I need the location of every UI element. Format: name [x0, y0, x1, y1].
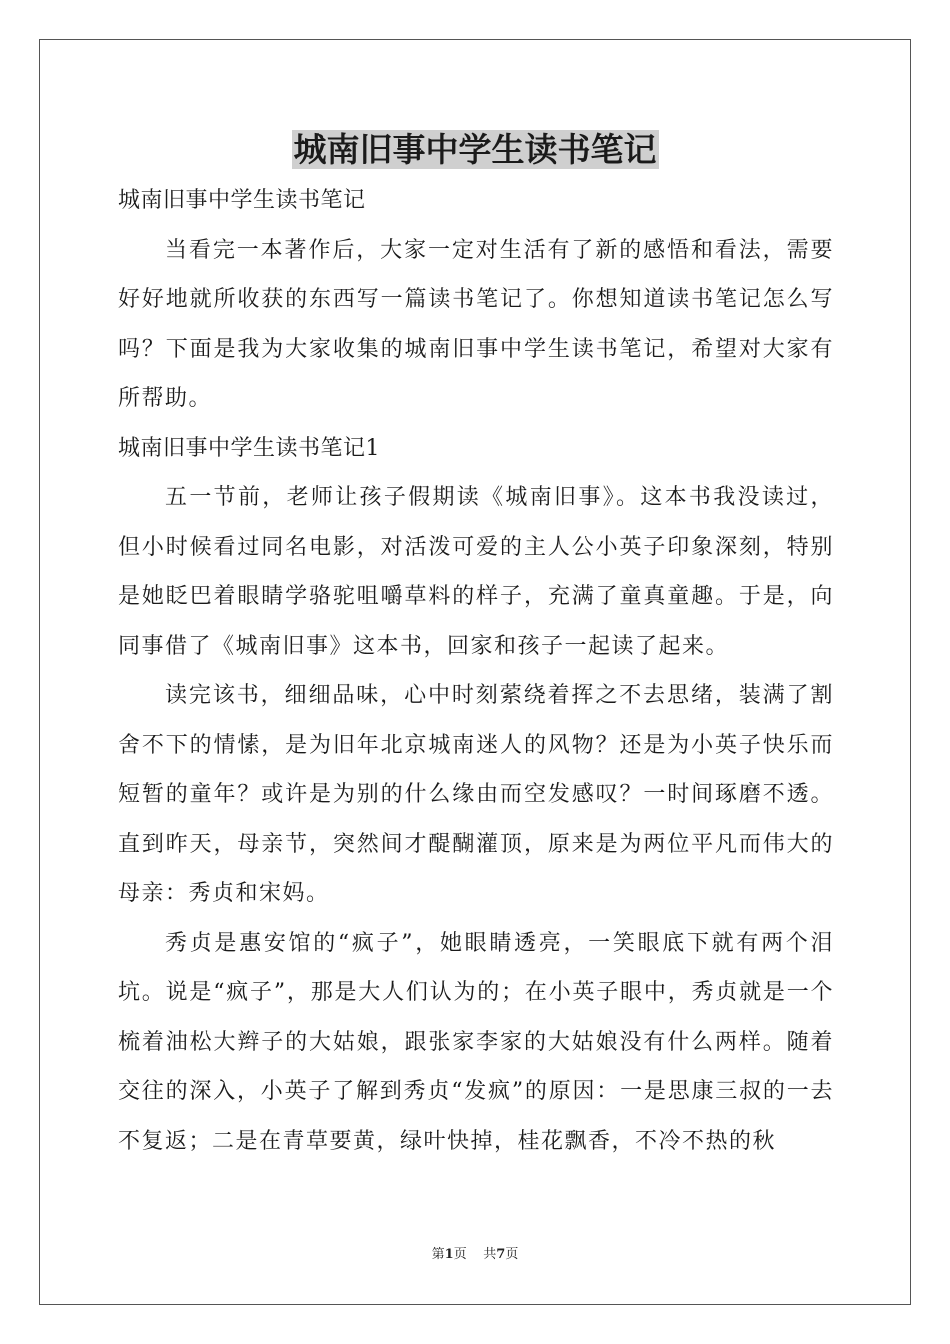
page-suffix: 页: [453, 1247, 467, 1262]
total-suffix: 页: [505, 1247, 519, 1262]
document-title: [0, 128, 950, 172]
body-paragraph-3: 秀贞是惠安馆的“疯子”，她眼睛透亮，一笑眼底下就有两个泪坑。说是“疯子”，那是大人们认为的；在小英子眼中，秀贞就是一个梳着油松大辫子的大姑娘，跟张家李家的大姑娘没有什么两样。随着交往的深入，小英子了解到秀贞“发疯”的原因：一是思康三叔的一去不复返；二是在青草要黄，绿叶快掉，桂花飘香，不冷不热的秋: [118, 930, 834, 1154]
page-prefix: 第: [431, 1247, 445, 1262]
total-prefix: 共: [483, 1247, 497, 1262]
document-title-text: 城南旧事中学生读书笔记: [293, 130, 657, 169]
body-paragraph-1: 五一节前，老师让孩子假期读《城南旧事》。这本书我没读过，但小时候看过同名电影，对活泼可爱的主人公小英子印象深刻，特别是她眨巴着眼睛学骆驼咀嚼草料的样子，充满了童真童趣。于是，向同事借了《城南旧事》这本书，回家和孩子一起读了起来。: [118, 485, 834, 659]
page-total: 7: [496, 1247, 506, 1262]
page-number: 1: [444, 1247, 454, 1262]
section-heading: 城南旧事中学生读书笔记1: [118, 435, 380, 461]
intro-paragraph: 当看完一本著作后，大家一定对生活有了新的感悟和看法，需要好好地就所收获的东西写一篇读书笔记了。你想知道读书笔记怎么写吗？下面是我为大家收集的城南旧事中学生读书笔记，希望对大家有所帮助。: [118, 237, 834, 411]
document-body: [118, 176, 834, 1166]
document-subtitle: 城南旧事中学生读书笔记: [118, 188, 366, 213]
page-footer: [0, 1246, 950, 1264]
body-paragraph-2: 读完该书，细细品味，心中时刻萦绕着挥之不去思绪，装满了割舍不下的情愫，是为旧年北京城南迷人的风物？还是为小英子快乐而短暂的童年？或许是为别的什么缘由而空发感叹？一时间琢磨不透。直到昨天，母亲节，突然间才醍醐灌顶，原来是为两位平凡而伟大的母亲：秀贞和宋妈。: [118, 683, 834, 906]
